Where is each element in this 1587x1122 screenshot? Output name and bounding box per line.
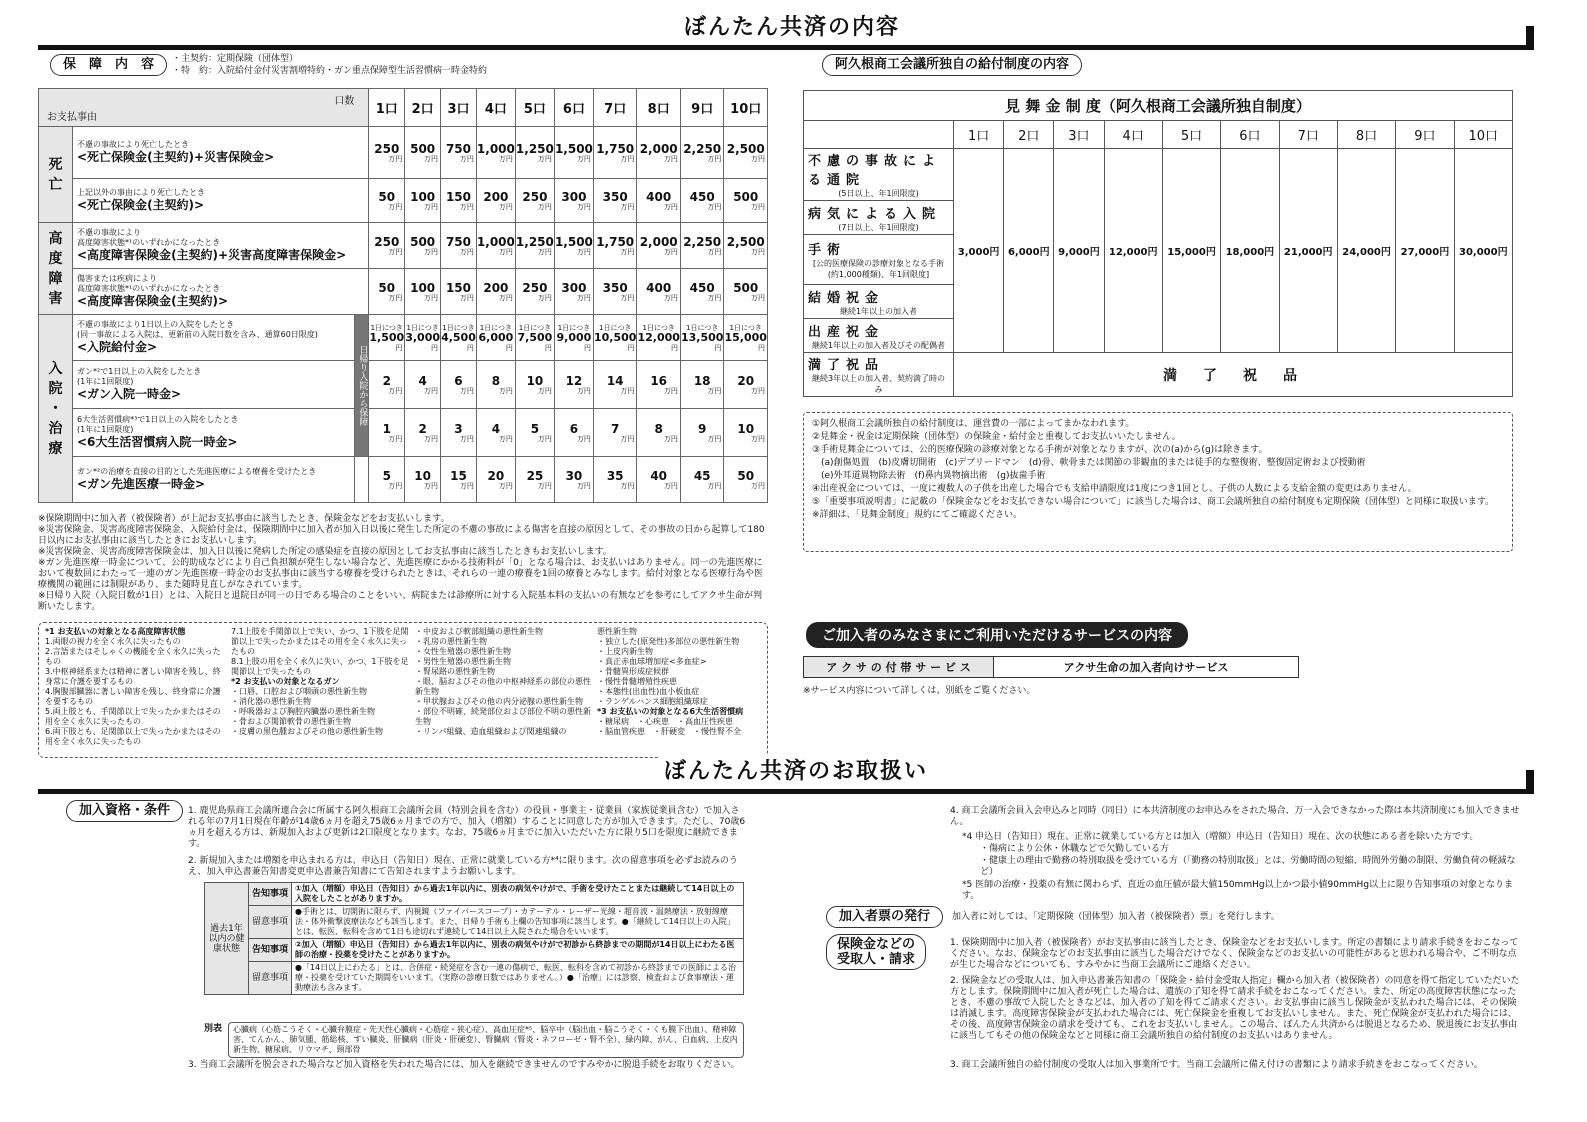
note-line: ※保険期間中に加入者（被保険者）が上記お支払事由に該当したとき、保険金などをお支払いします。 bbox=[38, 514, 450, 524]
benefit-desc bbox=[73, 409, 355, 457]
benefit-value: 1日につき 9,000 円 bbox=[554, 315, 593, 361]
mimai-label-cell bbox=[804, 285, 954, 319]
benefit-value: 250 万円 bbox=[515, 179, 554, 223]
table-corner bbox=[39, 89, 369, 127]
footnote-line: ・脳血管疾患 ・肝硬変 ・慢性腎不全 bbox=[597, 727, 741, 736]
hosho-label: 保 障 内 容 bbox=[50, 54, 167, 76]
benefit-value: 1日につき 6,000 円 bbox=[476, 315, 515, 361]
benefit-condition: ガン*²の治療を直接の目的とした先進医療による療養を受けたとき bbox=[77, 467, 317, 476]
footnote-line: 4.胸腹部臓器に著しい障害を残し、終身常に介護を要するもの bbox=[45, 687, 221, 706]
kanyu-p4: 4. 商工会議所会員入会申込みと同時（同日）に本共済制度のお申込みをされた場合、万一入会できなかった際は本共済制度にも加入できません。 bbox=[950, 806, 1520, 827]
benefit-value: 1 万円 bbox=[369, 409, 405, 457]
benefit-value: 350 万円 bbox=[593, 269, 637, 315]
benefit-row bbox=[39, 409, 768, 457]
benefit-condition: ガン*²で1日以上の入院をしたとき (1年に1回限度) bbox=[77, 367, 202, 386]
benefit-row bbox=[39, 127, 768, 179]
mimai-amount: 12,000円 bbox=[1104, 149, 1162, 353]
side-empty bbox=[355, 457, 369, 503]
benefit-value: 100 万円 bbox=[405, 269, 441, 315]
mimai-row bbox=[804, 149, 1513, 201]
footnote-line: ・リンパ組織、造血組織および関連組織の bbox=[415, 727, 567, 736]
benefit-value: 4 万円 bbox=[405, 361, 441, 409]
benefit-value: 1,250 万円 bbox=[515, 127, 554, 179]
benefit-value: 18 万円 bbox=[680, 361, 724, 409]
mimai-amount: 21,000円 bbox=[1279, 149, 1337, 353]
uketori-p2: 2. 保険金などの受取人は、加入申込書兼告知書の「保険金・給付金受取人指定」欄から加入者（被保険者）の同意を得て指定していただいた方とします。保険期間中に加入者が死亡した場合は、遺族の了知を得て請求手続をおこなってください。また、所定の高度障害状態になったとき、不慮の事故で入院したときなどは、加入者の了知を得てご請求ください。お支払事由に該当し保険金が支払われた場合には、その保険は消滅します。高度障害保険金が支払われた場合には、死亡保険金を重複してお支払いしません。また、死亡保険金が支払われた場合には、その後、高度障害保険金の請求を受けても、これをお支払いしません。この場合、ぼんたん共済からは脱退となるため、脱退後にお支払事由に該当してもその他の保険金などと同様に商工会議所独自の給付制度のお支払いはありません。 bbox=[950, 976, 1520, 1041]
mimai-sub: 継続1年以上の加入者 bbox=[839, 306, 918, 316]
benefit-value: 450 万円 bbox=[680, 269, 724, 315]
footnote-line: ・女性生殖器の悪性新生物 bbox=[415, 647, 511, 656]
benefit-value: 6 万円 bbox=[441, 361, 477, 409]
footnote-col3 bbox=[415, 627, 593, 737]
benefit-value: 450 万円 bbox=[680, 179, 724, 223]
benefit-row bbox=[39, 457, 768, 503]
mimai-amount: 9,000円 bbox=[1054, 149, 1104, 353]
col-header: 8口 bbox=[637, 89, 681, 127]
benefit-value: 750 万円 bbox=[441, 127, 477, 179]
col-header: 4口 bbox=[476, 89, 515, 127]
mimai-label: 出産祝金 bbox=[808, 324, 885, 340]
col-header: 1口 bbox=[369, 89, 405, 127]
benefit-value: 1,000 万円 bbox=[476, 127, 515, 179]
footnote-col1 bbox=[45, 627, 225, 747]
side-label: 日帰り入院から保障 bbox=[355, 315, 369, 457]
footnote-line: ・独立した(原発性)多部位の悪性新生物 bbox=[597, 637, 740, 646]
benefit-value: 1日につき 3,000 円 bbox=[405, 315, 441, 361]
footnote-line: 3.中枢神経系または精神に著しい障害を残し、終身常に介護を要するもの bbox=[45, 667, 221, 686]
footnote-line: ・中皮および軟部組織の悪性新生物 bbox=[415, 627, 543, 636]
k3: ②加入（増額）申込日（告知日）から過去1年以内に、別表の病気やけがで初診から終診までの期間が14日以上にわたる医師の治療・投薬を受けたことがありますか。 bbox=[292, 939, 744, 962]
mimai-col-header: 4口 bbox=[1104, 121, 1162, 149]
benefit-value: 35 万円 bbox=[593, 457, 637, 503]
benefit-value: 20 万円 bbox=[724, 361, 768, 409]
benefit-name: <死亡保険金(主契約)> bbox=[77, 198, 205, 212]
benefit-value: 2,000 万円 bbox=[637, 223, 681, 269]
k-side: 過去1年以内の健康状態 bbox=[205, 883, 249, 995]
benefit-value: 200 万円 bbox=[476, 179, 515, 223]
footnote-line: 悪性新生物 bbox=[597, 627, 637, 636]
benefit-value: 40 万円 bbox=[637, 457, 681, 503]
benefit-value: 12 万円 bbox=[554, 361, 593, 409]
uketori-p1: 1. 保険期間中に加入者（被保険者）がお支払事由に該当したとき、保険金などをお支払いします。所定の書類により請求手続きをおこなってください。なお、保険金などのお支払事由に該当した場合だけでなく、保険金などのお支払いの可能性があると思われる場合や、ご不明な点が生じた場合などについても、すみやかに当商工会議所にご連絡ください。 bbox=[950, 938, 1519, 970]
benefit-value: 2 万円 bbox=[369, 361, 405, 409]
category-cell: 高 度 障 害 bbox=[39, 223, 73, 315]
footnote-line: ・真正赤血球増加症<多血症> bbox=[597, 657, 707, 666]
right-note-line: ③手術見舞金については、公的医療保険の診療対象となる手術が対象となりますが、次の(a)から(g)は除きます。 bbox=[812, 445, 1268, 455]
note4b: ・傷病により公休・休職などで欠勤している方 bbox=[980, 844, 1170, 854]
col-header: 2口 bbox=[405, 89, 441, 127]
service-value: アクサ生命の加入者向けサービス bbox=[994, 657, 1299, 678]
benefit-name: <高度障害保険金(主契約)> bbox=[77, 294, 229, 308]
empty-corner bbox=[804, 121, 954, 149]
footnote-line: ・乳房の悪性新生物 bbox=[415, 637, 487, 646]
note-line: ※ガン先進医療一時金について、公的助成などにより自己負担額が発生しない場合など、先進医療にかかる技術料が「0」となる場合は、お支払いはありません。同一の先進医療において複数回にわたって一連のガン先進医療一時金のお支払事由に該当する療養を受けられたときは、それらの一連の療養を1回の療養とみなします。給付対象となる医療行為や医療機関の範囲には制限があり、また随時見直しがなされています。 bbox=[38, 558, 764, 590]
benefit-value: 1日につき 1,500 円 bbox=[369, 315, 405, 361]
benefit-value: 500 万円 bbox=[724, 269, 768, 315]
benefit-value: 9 万円 bbox=[680, 409, 724, 457]
mankyo-label-cell bbox=[804, 353, 954, 397]
right-note-line: ⑤「重要事項説明書」に記載の「保険金などをお支払できない場合について」に該当した場合は、商工会議所独自の給付制度も定期保険（団体型）と同様に取扱います。 bbox=[812, 497, 1495, 507]
bottom-title: ぼんたん共済のお取扱い bbox=[658, 754, 934, 785]
benefit-value: 500 万円 bbox=[405, 223, 441, 269]
benefit-name: <死亡保険金(主契約)+災害保険金> bbox=[77, 150, 275, 164]
benefit-value: 50 万円 bbox=[369, 269, 405, 315]
mimai-label: 手術 bbox=[808, 243, 847, 258]
benefit-value: 500 万円 bbox=[724, 179, 768, 223]
mankyo-value: 満 了 祝 品 bbox=[954, 353, 1513, 397]
mimai-label: 不慮の事故による通院 bbox=[808, 154, 942, 188]
hosho-line1: ・主契約：定期保険（団体型） bbox=[172, 54, 299, 64]
col-header: 5口 bbox=[515, 89, 554, 127]
footnote-line: ・ランゲルハンス細胞組織球症 bbox=[597, 697, 708, 706]
service-head: ご加入者のみなさまにご利用いただけるサービスの内容 bbox=[806, 622, 1188, 648]
mimai-col-header: 7口 bbox=[1279, 121, 1337, 149]
top-title-bar bbox=[38, 15, 1534, 50]
hakko-text: 加入者に対しては、「定期保険（団体型）加入者（被保険者）票」を発行します。 bbox=[952, 912, 1280, 922]
mimai-sub: [公的医療保険の診療対象となる手術(約1,000種類)、年1回限度] bbox=[812, 259, 945, 279]
footnote-line: ・甲状腺およびその他の内分泌腺の悪性新生物 bbox=[415, 697, 583, 706]
mimai-label: 結婚祝金 bbox=[808, 290, 885, 306]
mimaikin-table bbox=[803, 90, 1513, 397]
col-header: 9口 bbox=[680, 89, 724, 127]
note5: *5 医師の治療・投薬の有無に関わらず、直近の血圧値が最大値150mmHg以上かつ最小値90mmHg以上に限り告知事項の対象となります。 bbox=[962, 880, 1514, 901]
benefit-row bbox=[39, 223, 768, 269]
footnote-line: ・部位不明確、続発部位および部位不明の悪性新生物 bbox=[415, 707, 591, 726]
benefit-name: <ガン先進医療一時金> bbox=[77, 477, 206, 491]
footnote-box bbox=[38, 622, 768, 758]
category-cell: 入 院 ・ 治 療 bbox=[39, 315, 73, 503]
kokuchi-table bbox=[204, 882, 744, 995]
benefit-value: 8 万円 bbox=[476, 361, 515, 409]
footnote-line: *3 お支払いの対象となる6大生活習慣病 bbox=[597, 707, 744, 716]
benefit-desc bbox=[73, 223, 369, 269]
benefit-value: 8 万円 bbox=[637, 409, 681, 457]
k-notice-1: 告知事項 bbox=[249, 883, 292, 906]
benefit-value: 400 万円 bbox=[637, 179, 681, 223]
right-note-line: (e)外耳道異物除去術 (f)鼻内異物摘出術 (g)抜歯手術 bbox=[812, 471, 1046, 481]
benefit-name: <入院給付金> bbox=[77, 340, 158, 354]
kanyu-p3: 3. 当商工会議所を脱会された場合など加入資格を失われた場合には、加入を継続できませんのですみやかに脱退手続をお取りください。 bbox=[188, 1060, 740, 1070]
mimai-col-header: 5口 bbox=[1162, 121, 1220, 149]
benefit-desc bbox=[73, 179, 369, 223]
benefit-value: 50 万円 bbox=[724, 457, 768, 503]
benefit-name: <6大生活習慣病入院一時金> bbox=[77, 435, 238, 449]
footnote-line: *2 お支払いの対象となるガン bbox=[231, 677, 340, 686]
benefit-value: 15 万円 bbox=[441, 457, 477, 503]
footnote-line: ・眼、脳およびその他の中枢神経系の部位の悪性新生物 bbox=[415, 677, 591, 696]
k-caution-2: 留意事項 bbox=[249, 962, 292, 995]
mankyo-label: 満了祝品 bbox=[808, 358, 885, 373]
right-note-line: ①阿久根商工会議所独自の給付制度は、運営費の一部によってまかなわれます。 bbox=[812, 419, 1135, 429]
benefit-value: 2,250 万円 bbox=[680, 127, 724, 179]
footnote-line: 2.言語またはそしゃくの機能を全く永久に失ったもの bbox=[45, 647, 221, 666]
kanyu-label: 加入資格・条件 bbox=[66, 800, 183, 822]
mimai-label-cell bbox=[804, 201, 954, 235]
service-note: ※サービス内容について詳しくは、別紙をご覧ください。 bbox=[803, 686, 1036, 696]
mimai-col-header: 2口 bbox=[1004, 121, 1054, 149]
benefit-value: 20 万円 bbox=[476, 457, 515, 503]
benefit-value: 300 万円 bbox=[554, 269, 593, 315]
title-bar-end bbox=[1526, 770, 1534, 794]
footnote-line: ・上皮内新生物 bbox=[597, 647, 653, 656]
mimai-amount: 6,000円 bbox=[1004, 149, 1054, 353]
k-notice-2: 告知事項 bbox=[249, 939, 292, 962]
benefit-value: 150 万円 bbox=[441, 269, 477, 315]
mimai-col-header: 3口 bbox=[1054, 121, 1104, 149]
corner-top: 口数 bbox=[334, 96, 355, 107]
right-note-line: (a)創傷処置 (b)皮膚切開術 (c)デブリードマン (d)骨、軟骨または関節の非観血的または徒手的な整復術、整復固定術および授動術 bbox=[812, 458, 1366, 468]
benefit-value: 2,500 万円 bbox=[724, 127, 768, 179]
benefit-name: <ガン入院一時金> bbox=[77, 387, 182, 401]
right-notes-box bbox=[803, 412, 1513, 552]
title-bar-end bbox=[1526, 26, 1534, 50]
footnote-line: 8.1上肢の用を全く永久に失い、かつ、1下肢を足関節以上で失ったもの bbox=[231, 657, 409, 676]
footnote-line: ・骨髄異形成症候群 bbox=[597, 667, 669, 676]
benefit-value: 45 万円 bbox=[680, 457, 724, 503]
benefit-value: 1日につき 10,500 円 bbox=[593, 315, 637, 361]
beppyo-label: 別表 bbox=[204, 1024, 223, 1034]
right-note-line: ④出産祝金については、一度に複数人の子供を出産した場合でも支給申請限度は1度につき1回とし、子供の人数による支給金額の変更はありません。 bbox=[812, 484, 1417, 494]
benefit-value: 1日につき 13,500 円 bbox=[680, 315, 724, 361]
footnote-line: 7.1上肢を手関節以上で失い、かつ、1下肢を足関節以上で失ったかまたはその用を全く永久に失ったもの bbox=[231, 627, 409, 656]
k4: ●「14日以上にわたる」とは、合併症・続発症を含む一連の傷病で、転医、転科を含めて初診から終診までの医師による治療・投薬を受けていた期間をいいます。（実際の診療日数ではありません。）●「治療」には診察、検査および食事療法・運動療法も含みます。 bbox=[292, 962, 744, 995]
mimai-amount: 30,000円 bbox=[1454, 149, 1512, 353]
benefit-desc bbox=[73, 361, 355, 409]
footnote-line: 6.両下肢とも、足関節以上で失ったかまたはその用を全く永久に失ったもの bbox=[45, 727, 221, 746]
footnote-line: ・骨および関節軟骨の悪性新生物 bbox=[231, 717, 351, 726]
mankyo-sub: 継続3年以上の加入者、契約満了時のみ bbox=[811, 374, 946, 394]
benefit-value: 1,000 万円 bbox=[476, 223, 515, 269]
benefit-value: 14 万円 bbox=[593, 361, 637, 409]
uketori-label1: 保険金などの bbox=[837, 937, 916, 952]
benefit-value: 10 万円 bbox=[724, 409, 768, 457]
benefit-value: 1,500 万円 bbox=[554, 223, 593, 269]
benefit-value: 400 万円 bbox=[637, 269, 681, 315]
mimai-sub: 継続1年以上の加入者及びその配偶者 bbox=[811, 340, 946, 350]
benefit-value: 100 万円 bbox=[405, 179, 441, 223]
note-line: ※災害保険金、災害高度障害保険金は、加入日以後に発病した所定の感染症を直接の原因としてお支払事由に該当したときもお支払いします。 bbox=[38, 547, 612, 557]
mimai-col-header: 10口 bbox=[1454, 121, 1512, 149]
benefit-value: 3 万円 bbox=[441, 409, 477, 457]
benefit-condition: 不慮の事故により 高度障害状態*¹のいずれかになったとき bbox=[77, 228, 221, 247]
benefit-value: 750 万円 bbox=[441, 223, 477, 269]
col-header: 3口 bbox=[441, 89, 477, 127]
category-cell: 死 亡 bbox=[39, 127, 73, 223]
footnote-line: 5.両上肢とも、手関節以上で失ったかまたはその用を全く永久に失ったもの bbox=[45, 707, 221, 726]
benefit-value: 150 万円 bbox=[441, 179, 477, 223]
benefit-condition: 不慮の事故により死亡したとき bbox=[77, 140, 189, 149]
mimai-col-header: 6口 bbox=[1221, 121, 1279, 149]
benefit-desc bbox=[73, 127, 369, 179]
benefit-value: 1日につき 15,000 円 bbox=[724, 315, 768, 361]
benefit-desc bbox=[73, 269, 369, 315]
service-table bbox=[803, 656, 1299, 678]
mimai-label-cell bbox=[804, 235, 954, 285]
benefit-condition: 傷害または疾病により 高度障害状態*¹のいずれかになったとき bbox=[77, 274, 221, 293]
footnote-line: ・消化器の悪性新生物 bbox=[231, 697, 311, 706]
benefit-value: 250 万円 bbox=[369, 223, 405, 269]
right-note-line: ※詳細は、「見舞金制度」規約にてご確認ください。 bbox=[812, 510, 1023, 520]
right-head: 阿久根商工会議所独自の給付制度の内容 bbox=[822, 54, 1082, 76]
footnote-col4 bbox=[597, 627, 765, 737]
benefit-value: 2,000 万円 bbox=[637, 127, 681, 179]
benefit-value: 2,500 万円 bbox=[724, 223, 768, 269]
benefit-name: <高度障害保険金(主契約)+災害高度障害保険金> bbox=[77, 248, 347, 262]
right-note-line: ②見舞金・祝金は定期保険（団体型）の保険金・給付金と重複してお支払いいたしません。 bbox=[812, 432, 1181, 442]
footnote-line: ・男性生殖器の悪性新生物 bbox=[415, 657, 511, 666]
mimai-label-cell bbox=[804, 149, 954, 201]
benefit-value: 200 万円 bbox=[476, 269, 515, 315]
benefit-desc bbox=[73, 315, 355, 361]
mimai-col-header: 9口 bbox=[1396, 121, 1454, 149]
k-caution-1: 留意事項 bbox=[249, 906, 292, 939]
note-line: ※日帰り入院（入院日数が1日）とは、入院日と退院日が同一の日である場合のことをいい、病院または診療所に対する入院基本料の支払いの有無などを参考にしてアクサ生命が判断いたします。 bbox=[38, 591, 763, 612]
benefit-value: 250 万円 bbox=[515, 269, 554, 315]
footnote-line: ・皮膚の黒色腫およびその他の悪性新生物 bbox=[231, 727, 383, 736]
benefit-value: 250 万円 bbox=[369, 127, 405, 179]
mimai-sub: (7日以上、年1回限度) bbox=[838, 222, 919, 232]
footnote-col2 bbox=[231, 627, 409, 737]
benefit-value: 30 万円 bbox=[554, 457, 593, 503]
benefit-condition: 上記以外の事由により死亡したとき bbox=[77, 188, 205, 197]
benefit-value: 10 万円 bbox=[405, 457, 441, 503]
bottom-title-bar bbox=[38, 759, 1534, 794]
col-header: 10口 bbox=[724, 89, 768, 127]
benefit-desc bbox=[73, 457, 355, 503]
benefit-value: 6 万円 bbox=[554, 409, 593, 457]
benefit-value: 5 万円 bbox=[515, 409, 554, 457]
benefit-value: 1,500 万円 bbox=[554, 127, 593, 179]
kanyu-p1: 1. 鹿児島県商工会議所連合会に所属する阿久根商工会議所会員（特別会員を含む）の役員・事業主・従業員（家族従業員含む）で加入される年の7月1日現在年齢が14歳6ヵ月を超え75歳6ヵ月までの方で、加入（増額）することに同意した方が加入できます。ただし、70歳6ヵ月を超える方は、新規加入および更新は2口限度となります。なお、75歳6ヵ月までに加入いただいた方に限り5口を限度に継続できます。 bbox=[188, 806, 746, 849]
benefit-value: 350 万円 bbox=[593, 179, 637, 223]
benefit-value: 7 万円 bbox=[593, 409, 637, 457]
uketori-label2: 受取人・請求 bbox=[837, 952, 916, 967]
benefit-value: 300 万円 bbox=[554, 179, 593, 223]
benefit-value: 1日につき 7,500 円 bbox=[515, 315, 554, 361]
benefit-value: 1,750 万円 bbox=[593, 223, 637, 269]
right-notes bbox=[812, 419, 1507, 523]
benefit-value: 2 万円 bbox=[405, 409, 441, 457]
note-line: ※災害保険金、災害高度障害保険金、入院給付金は、保険期間中に加入者が加入日以後に発生した所定の不慮の事故による傷害を直接の原因として、その事故の日から起算して180日以内にお支払事由に該当したときにお支払いします。 bbox=[38, 525, 765, 546]
benefit-value: 1日につき 12,000 円 bbox=[637, 315, 681, 361]
mimai-amount: 24,000円 bbox=[1337, 149, 1395, 353]
benefit-row bbox=[39, 361, 768, 409]
benefit-value: 2,250 万円 bbox=[680, 223, 724, 269]
mimai-amount: 18,000円 bbox=[1221, 149, 1279, 353]
mimaikin-title: 見 舞 金 制 度（阿久根商工会議所独自制度） bbox=[804, 91, 1513, 121]
benefit-value: 16 万円 bbox=[637, 361, 681, 409]
footnote-line: *1 お支払いの対象となる高度障害状態 bbox=[45, 627, 186, 636]
left-notes bbox=[38, 514, 768, 613]
uketori-p3: 3. 商工会議所独自の給付制度の受取人は加入事業所です。当商工会議所に備え付けの書類により請求手続きをおこなってください。 bbox=[950, 1060, 1483, 1070]
benefit-value: 10 万円 bbox=[515, 361, 554, 409]
mimai-label: 病気による入院 bbox=[808, 206, 942, 222]
uketori-label bbox=[826, 934, 926, 970]
footnote-line: ・慢性骨髄増殖性疾患 bbox=[597, 677, 677, 686]
benefit-value: 5 万円 bbox=[369, 457, 405, 503]
footnote-line: 1.両眼の視力を全く永久に失ったもの bbox=[45, 637, 181, 646]
footnote-line: ・口唇、口腔および咽頭の悪性新生物 bbox=[231, 687, 367, 696]
hakko-label: 加入者票の発行 bbox=[826, 906, 943, 928]
benefit-value: 25 万円 bbox=[515, 457, 554, 503]
mimai-col-header: 1口 bbox=[954, 121, 1004, 149]
col-header: 7口 bbox=[593, 89, 637, 127]
benefit-value: 50 万円 bbox=[369, 179, 405, 223]
note4c: ・健康上の理由で勤務の特別取扱を受けている方（「勤務の特別取扱」とは、労働時間の短縮、時間外労働の制限、労働負荷の軽減など） bbox=[980, 856, 1516, 877]
benefit-value: 4 万円 bbox=[476, 409, 515, 457]
corner-bottom: お支払事由 bbox=[47, 112, 97, 123]
beppyo: 心臓病（心筋こうそく・心臓弁膜症・先天性心臓病・心筋症・狭心症）、高血圧症*⁵、脳卒中（脳出血・脳こうそく・くも膜下出血）、精神障害、てんかん、肺気腫、筋総核、すい臓炎、肝臓病（肝炎・肝硬変）、腎臓病（腎炎・ネフローゼ・腎不全）、緑内障、がん、白血病、上皮内新生物、糖尿病、リウマチ、頸部骨 bbox=[228, 1022, 744, 1058]
benefit-value: 1,750 万円 bbox=[593, 127, 637, 179]
benefit-row bbox=[39, 315, 768, 361]
benefit-condition: 6大生活習慣病*³で1日以上の入院をしたとき (1年に1回限度) bbox=[77, 415, 239, 434]
benefit-condition: 不慮の事故により1日以上の入院をしたとき (同一事故による入院は、更新前の入院日数を含み、通算60日限度) bbox=[77, 320, 318, 339]
mimai-amount: 27,000円 bbox=[1396, 149, 1454, 353]
k1: ①加入（増額）申込日（告知日）から過去1年以内に、別表の病気やけがで、手術を受けたことまたは継続して14日以上の入院をしたことがありますか。 bbox=[292, 883, 744, 906]
top-title: ぼんたん共済の内容 bbox=[678, 10, 906, 41]
service-name: ア ク サ の 付 帯 サ ー ビ ス bbox=[804, 657, 994, 678]
benefit-value: 1,250 万円 bbox=[515, 223, 554, 269]
benefit-table bbox=[38, 88, 768, 503]
benefit-row bbox=[39, 269, 768, 315]
note4a: *4 申込日（告知日）現在、正常に就業している方とは加入（増額）申込日（告知日）現在、次の状態にある者を除いた方です。 bbox=[962, 832, 1479, 842]
benefit-value: 1日につき 4,500 円 bbox=[441, 315, 477, 361]
hosho-line2: ・特 約：入院給付金付災害割増特約・ガン重点保障型生活習慣病一時金特約 bbox=[172, 66, 488, 76]
mimai-amount: 3,000円 bbox=[954, 149, 1004, 353]
col-header: 6口 bbox=[554, 89, 593, 127]
mimai-label-cell bbox=[804, 319, 954, 353]
mimai-amount: 15,000円 bbox=[1162, 149, 1220, 353]
mimai-sub: (5日以上、年1回限度) bbox=[838, 189, 919, 198]
kanyu-p2: 2. 新規加入または増額を申込まれる方は、申込日（告知日）現在、正常に就業している方*⁴に限ります。次の留意事項を必ずお読みのうえ、加入申込書兼告知書変更申込書兼告知書にて告知されますようお願いします。 bbox=[188, 856, 738, 877]
mimai-col-header: 8口 bbox=[1337, 121, 1395, 149]
footnote-line: ・腎尿路の悪性新生物 bbox=[415, 667, 495, 676]
k2: ●手術とは、切開術に限らず、内視鏡（ファイバースコープ）・カテーテル・レーザー光線・超音波・温熱療法・放射線療法・体外衝撃波療法なども該当します。また、日帰り手術も上欄の告知事項に該当します。●「継続して14日以上の入院」とは、転医、転科を含めて1日も途切れず連続して14日以上入院された場合をいいます。 bbox=[292, 906, 744, 939]
footnote-line: ・本態性(出血性)血小板血症 bbox=[597, 687, 700, 696]
footnote-line: ・呼吸器および胸腔内臓器の悪性新生物 bbox=[231, 707, 375, 716]
footnote-line: ・糖尿病 ・心疾患 ・高血圧性疾患 bbox=[597, 717, 733, 726]
benefit-value: 500 万円 bbox=[405, 127, 441, 179]
benefit-row bbox=[39, 179, 768, 223]
